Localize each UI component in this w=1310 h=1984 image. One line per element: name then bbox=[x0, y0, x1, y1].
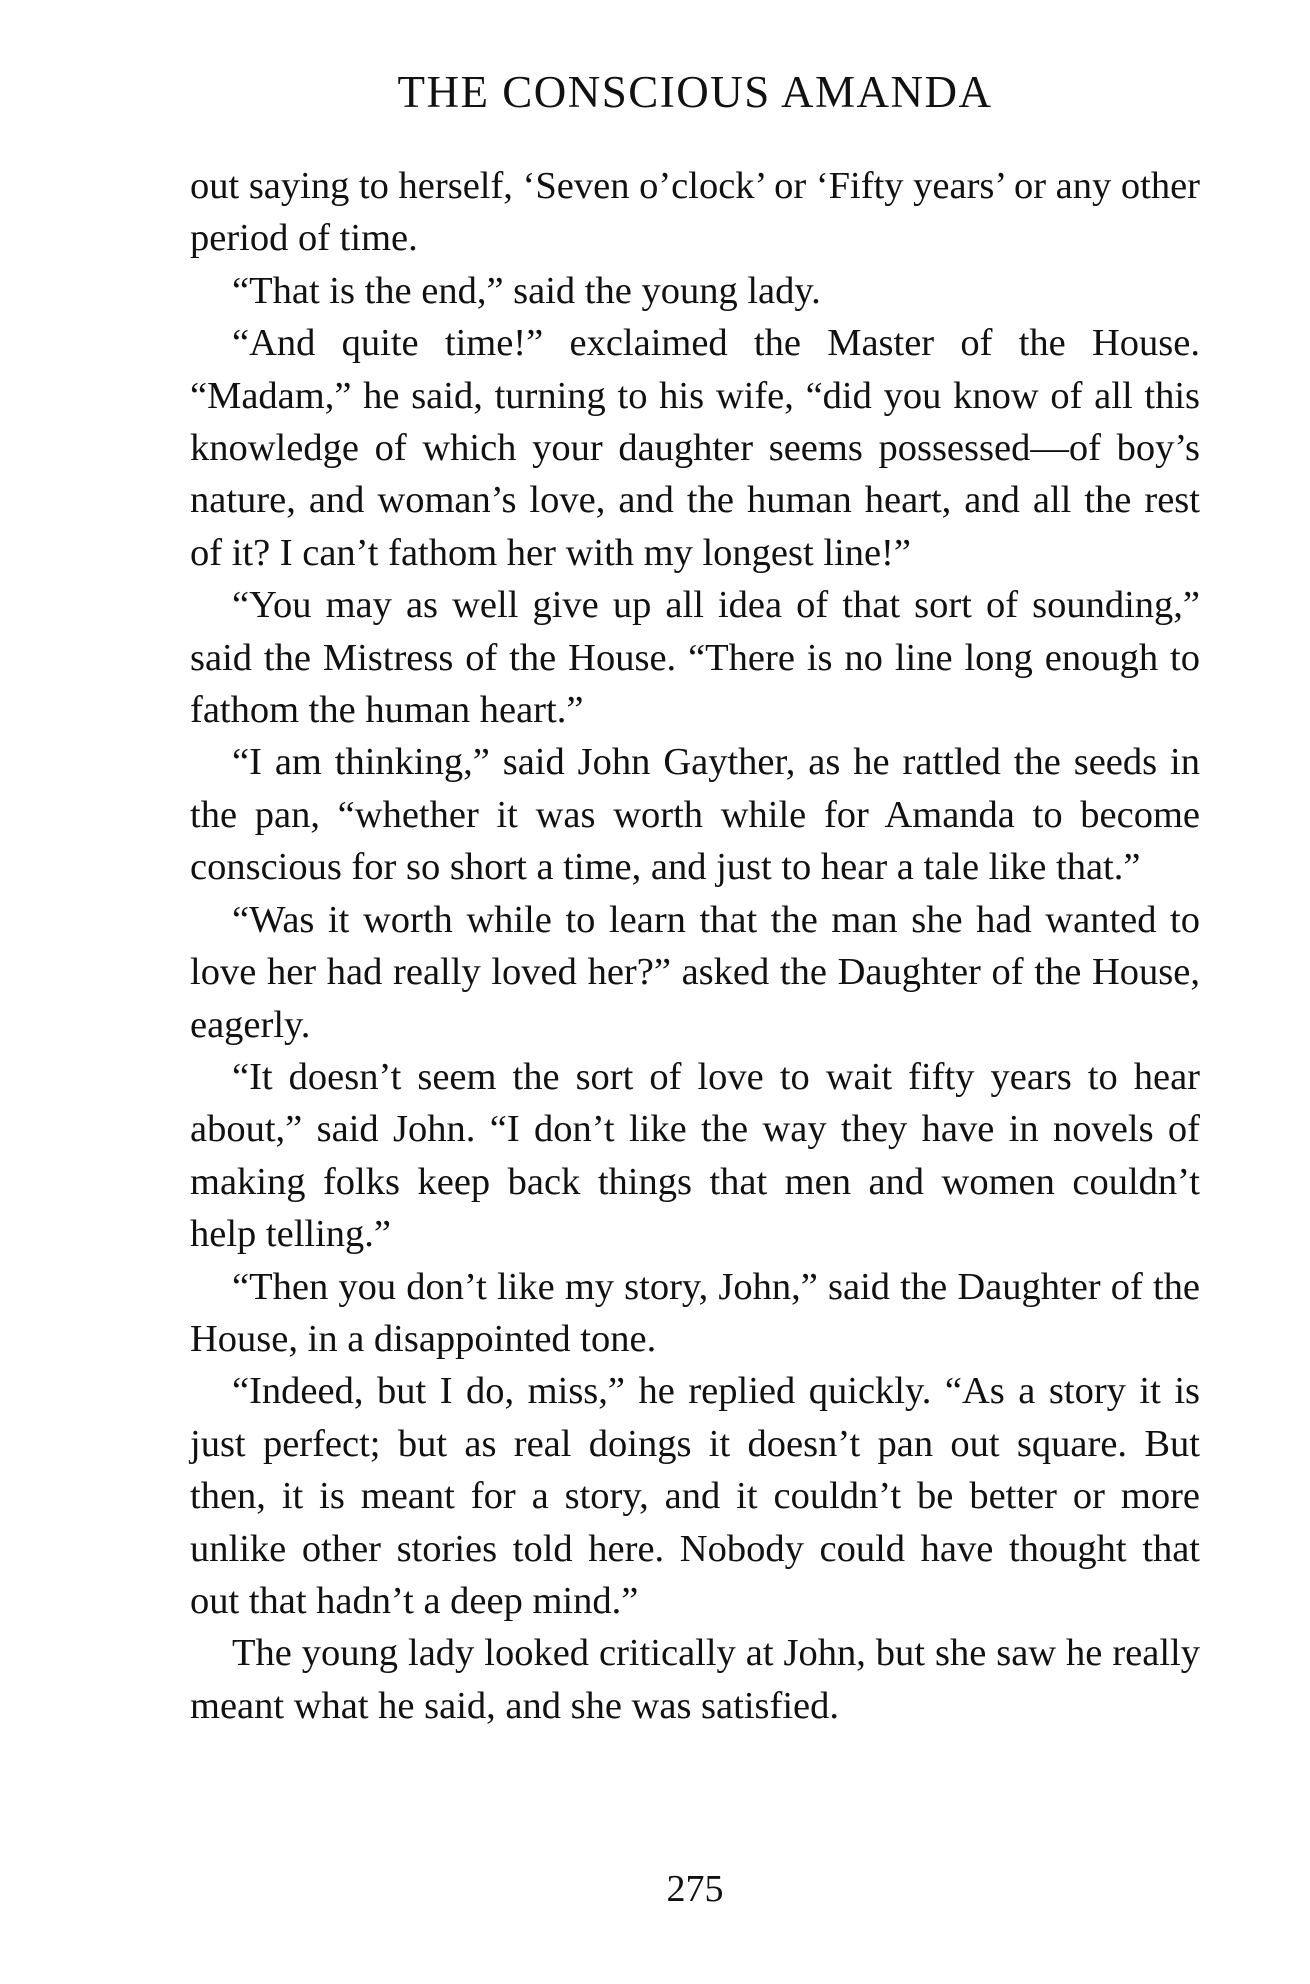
paragraph: “And quite time!” exclaimed the Master of the House. “Madam,” he said, turning to his wife, “did you know of all this knowledge of which your daughter seems possessed—of boy’s nature, and woman’s love, and the human heart, and all the rest of it? I can’t fathom her with my longest line!” bbox=[190, 322, 1200, 574]
paragraph: “I am thinking,” said John Gayther, as he rattled the seeds in the pan, “whether it was worth while for Amanda to become conscious for so short a time, and just to hear a tale like that.” bbox=[190, 741, 1200, 889]
paragraph: out saying to herself, ‘Seven o’clock’ or ‘Fifty years’ or any other period of time. bbox=[190, 165, 1200, 260]
paragraph: “Was it worth while to learn that the man she had wanted to love her had really loved her?” asked the Daughter of the House, eagerly. bbox=[190, 898, 1200, 1046]
paragraph: “Then you don’t like my story, John,” said the Daughter of the House, in a disappointed tone. bbox=[190, 1265, 1200, 1360]
body-text bbox=[190, 160, 1200, 1732]
paragraph: “It doesn’t seem the sort of love to wait fifty years to hear about,” said John. “I don’t like the way they have in novels of making folks keep back things that men and women couldn’t help telling.” bbox=[190, 1055, 1200, 1256]
paragraph: The young lady looked critically at John, but she saw he really meant what he said, and she was satisfied. bbox=[190, 1632, 1200, 1727]
paragraph: “You may as well give up all idea of that sort of sounding,” said the Mistress of the House. “There is no line long enough to fathom the human heart.” bbox=[190, 584, 1200, 732]
running-head: THE CONSCIOUS AMANDA bbox=[397, 67, 993, 117]
paragraph: “Indeed, but I do, miss,” he replied quickly. “As a story it is just perfect; but as real doings it doesn’t pan out square. But then, it is meant for a story, and it couldn’t be better or more unlike other stories told here. Nobody could have thought that out that hadn’t a deep mind.” bbox=[190, 1370, 1200, 1622]
paragraph: “That is the end,” said the young lady. bbox=[232, 269, 821, 312]
page-number: 275 bbox=[666, 1868, 724, 1910]
